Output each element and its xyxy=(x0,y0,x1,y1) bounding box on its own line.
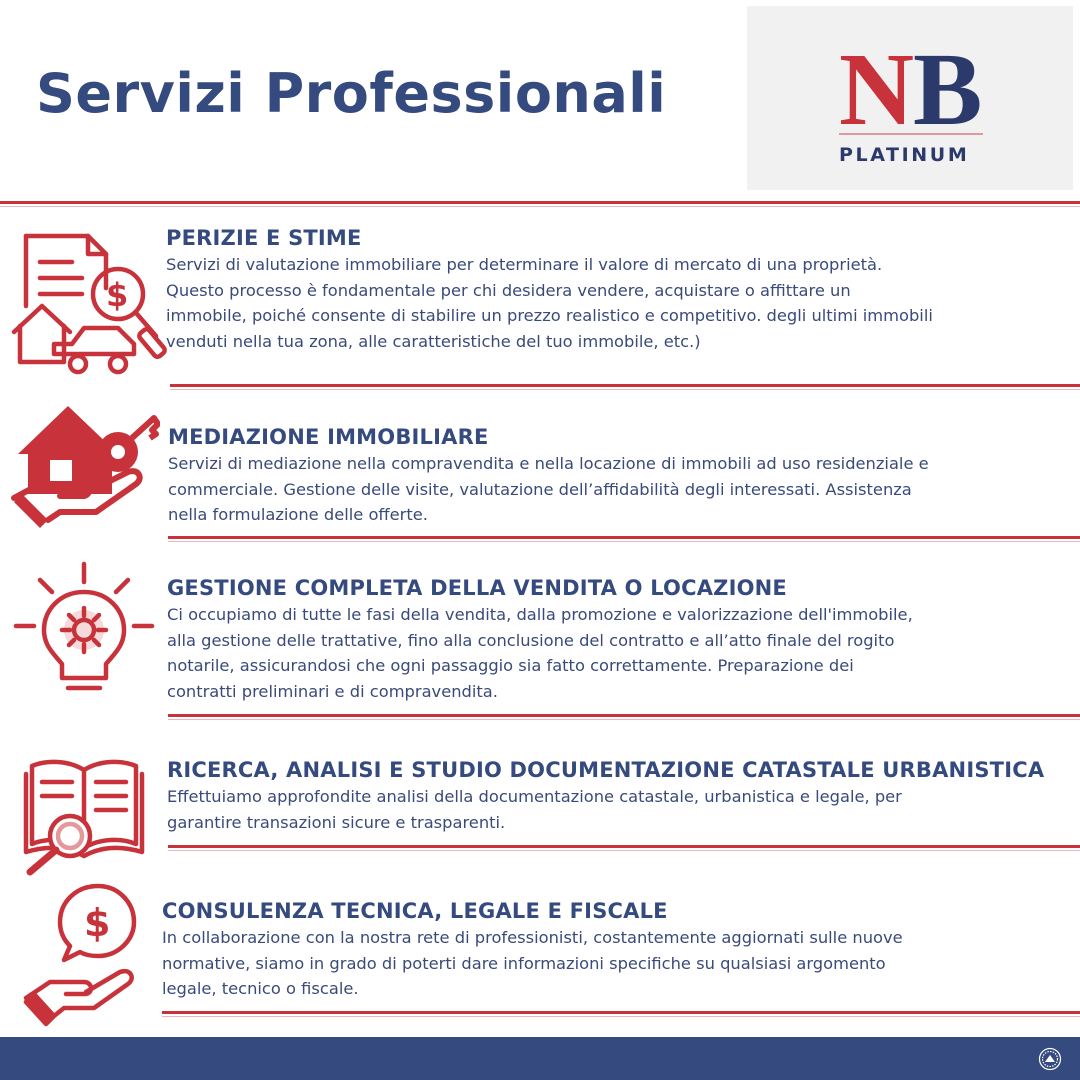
valuation-document-dollar-house-car-icon xyxy=(10,228,170,378)
description-line: nella formulazione delle offerte. xyxy=(168,505,428,524)
service-section xyxy=(166,225,1066,354)
section-title: CONSULENZA TECNICA, LEGALE E FISCALE xyxy=(162,899,668,923)
section-title: PERIZIE E STIME xyxy=(166,226,362,250)
description-line: legale, tecnico o fiscale. xyxy=(162,979,359,998)
description-line: Servizi di valutazione immobiliare per determinare il valore di mercato di una proprietà. xyxy=(166,255,883,274)
description-line: immobile, poiché consente di stabilire un prezzo realistico e competitivo. degli ultimi immobili xyxy=(166,306,933,325)
description-line: Effettuiamo approfondite analisi della documentazione catastale, urbanistica e legale, per xyxy=(167,787,902,806)
section-description xyxy=(162,925,1067,1002)
section-title: GESTIONE COMPLETA DELLA VENDITA O LOCAZIONE xyxy=(167,576,787,600)
svg-text:$: $ xyxy=(84,901,111,945)
page-title: Servizi Professionali xyxy=(36,62,667,125)
section-description xyxy=(167,784,1072,835)
description-line: Servizi di mediazione nella compravendita e nella locazione di immobili ad uso residenziale e xyxy=(168,454,929,473)
description-line: contratti preliminari e di compravendita. xyxy=(167,681,498,701)
description-line: garantire transazioni sicure e trasparenti. xyxy=(167,812,506,832)
hand-house-key-icon xyxy=(10,402,160,542)
separator xyxy=(168,714,1080,717)
separator xyxy=(170,384,1080,387)
separator xyxy=(0,201,1080,204)
separator xyxy=(168,536,1080,539)
description-line: commerciale. Gestione delle visite, valutazione dell’affidabilità degli interessati. Assistenza xyxy=(168,479,912,499)
service-section xyxy=(167,575,1067,704)
logo-subtitle: PLATINUM xyxy=(839,144,970,166)
hand-dollar-bubble-icon xyxy=(22,880,147,1030)
open-book-magnifier-icon xyxy=(22,752,147,877)
separator xyxy=(168,845,1080,848)
description-line: In collaborazione con la nostra rete di professionisti, costantemente aggiornati sulle nuove xyxy=(162,928,903,947)
section-title: RICERCA, ANALISI E STUDIO DOCUMENTAZIONE CATASTALE URBANISTICA xyxy=(167,758,1045,782)
section-description xyxy=(168,451,1068,528)
service-section xyxy=(162,898,1067,1002)
description-line: venduti nella tua zona, alle caratteristiche del tuo immobile, etc.) xyxy=(166,331,701,351)
separator xyxy=(162,1011,1080,1014)
round-seal-icon xyxy=(1038,1047,1062,1071)
description-line: alla gestione delle trattative, fino alla conclusione del contratto e all’atto finale del rogito xyxy=(167,630,895,650)
service-section xyxy=(167,757,1072,835)
description-line: normative, siamo in grado di poterti dare informazioni specifiche su qualsiasi argomento xyxy=(162,953,886,973)
footer-bar xyxy=(0,1037,1080,1080)
svg-text:B: B xyxy=(913,32,983,147)
svg-text:N: N xyxy=(839,32,909,147)
section-title: MEDIAZIONE IMMOBILIARE xyxy=(168,425,489,449)
brand-logo xyxy=(747,6,1073,190)
svg-text:$: $ xyxy=(106,276,129,314)
description-line: Questo processo è fondamentale per chi desidera vendere, acquistare o affittare un xyxy=(166,280,851,300)
section-description xyxy=(166,252,1066,354)
description-line: notarile, assicurandosi che ogni passaggio sia fatto correttamente. Preparazione dei xyxy=(167,656,854,675)
description-line: Ci occupiamo di tutte le fasi della vendita, dalla promozione e valorizzazione dell'immobile, xyxy=(167,605,913,624)
section-description xyxy=(167,602,1067,704)
lightbulb-gear-icon xyxy=(12,560,157,700)
service-section xyxy=(168,424,1068,528)
